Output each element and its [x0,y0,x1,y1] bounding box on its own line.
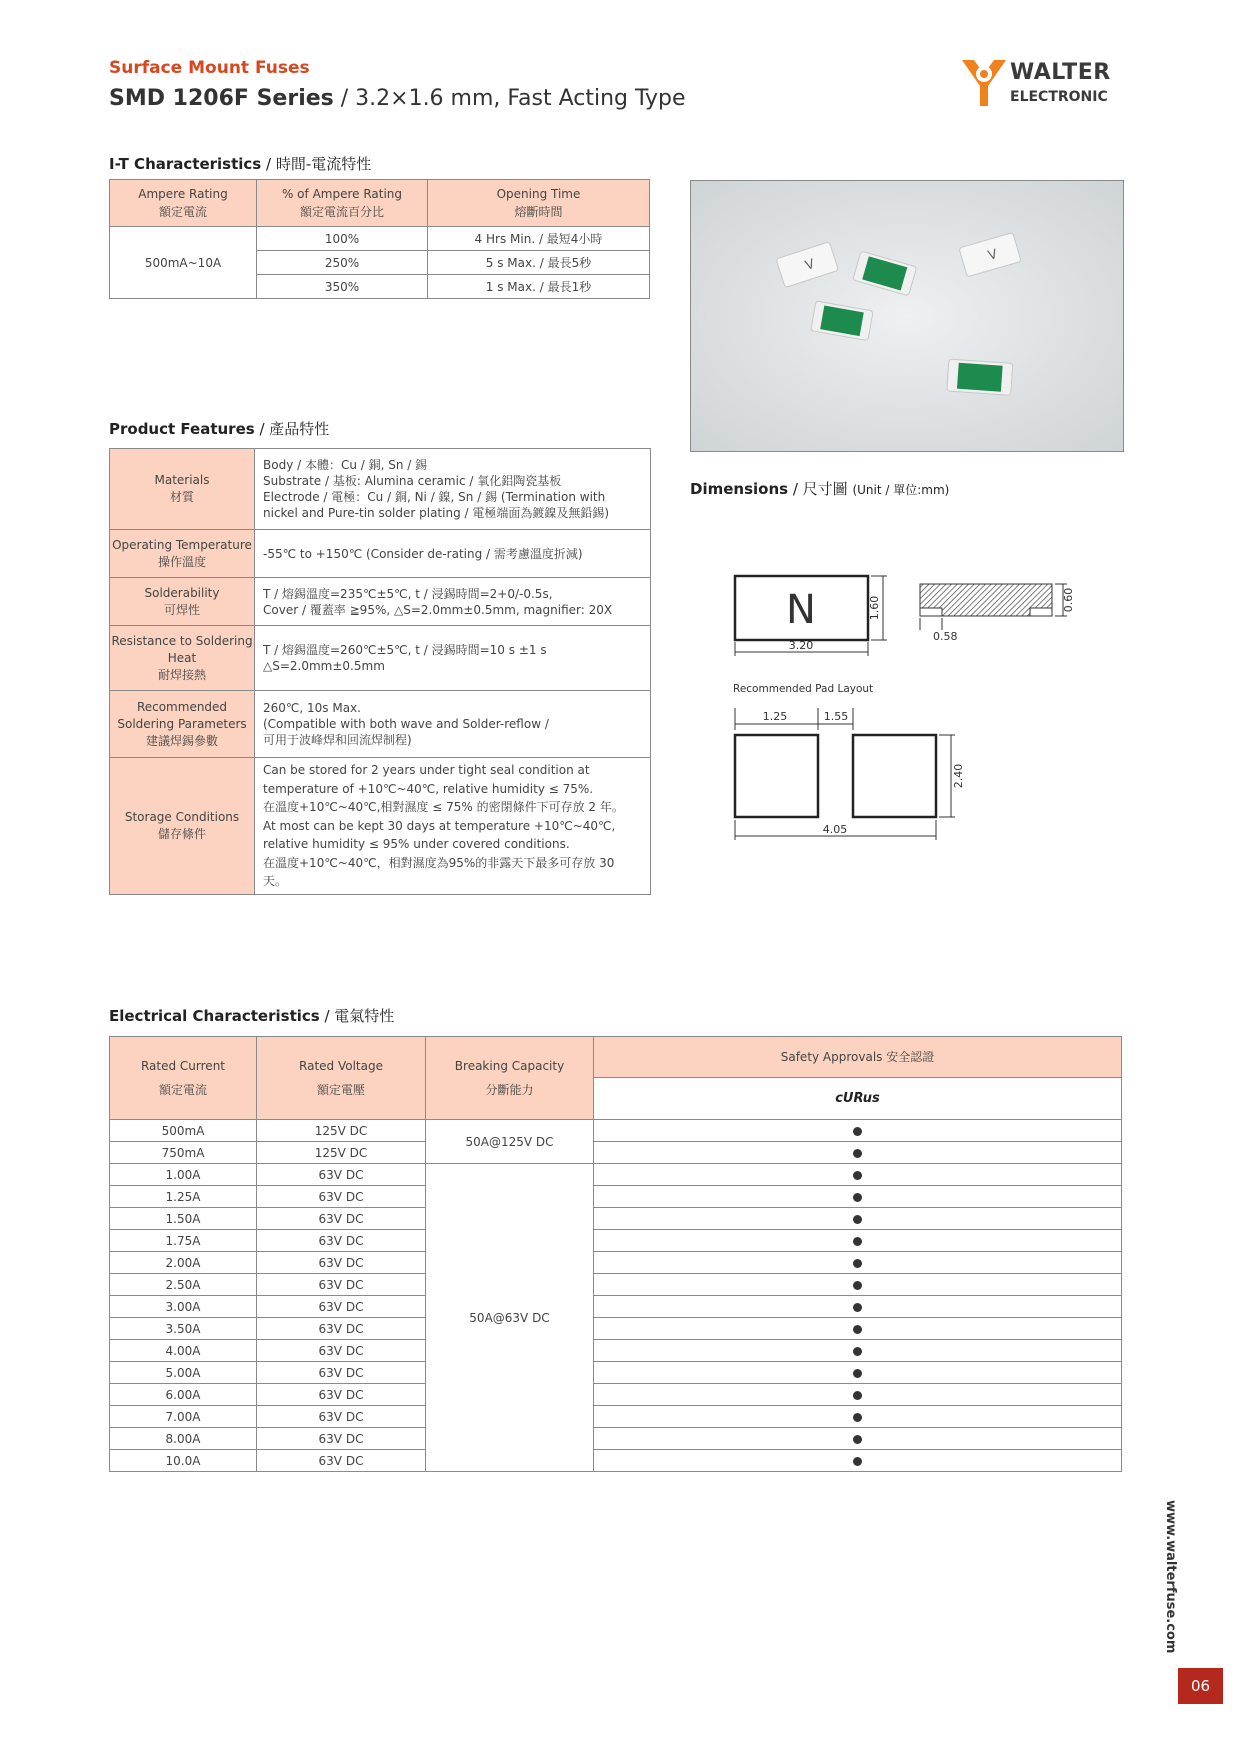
current-cell: 4.00A [110,1340,257,1362]
feature-label: Solderability 可焊性 [110,578,255,626]
table-row [110,1318,1122,1340]
approved-dot-icon [853,1347,862,1356]
it-section-title: I-T Characteristics / 時間-電流特性 [109,155,372,173]
it-header-percent: % of Ampere Rating 額定電流百分比 [257,180,428,227]
walter-logo [960,56,1130,114]
svg-text:V: V [803,256,817,274]
table-row [110,1450,1122,1472]
voltage-cell: 63V DC [257,1186,426,1208]
table-row [110,530,651,578]
header-rated-voltage: Rated Voltage 額定電壓 [257,1037,426,1120]
approved-dot-icon [853,1171,862,1180]
feature-label: Recommended Soldering Parameters 建議焊錫參數 [110,691,255,758]
voltage-cell: 63V DC [257,1318,426,1340]
approval-cell [594,1230,1122,1252]
table-row [110,1384,1122,1406]
current-cell: 7.00A [110,1406,257,1428]
approved-dot-icon [853,1457,862,1466]
table-row [110,1208,1122,1230]
voltage-cell: 63V DC [257,1362,426,1384]
approval-cell [594,1428,1122,1450]
approved-dot-icon [853,1369,862,1378]
feature-value: Body / 本體：Cu / 銅, Sn / 錫 Substrate / 基板: Alumina ceramic / 氧化鋁陶瓷基板 Electrode / 電極：Cu / 銅, Ni / 鎳, Sn / 錫 (Termination with nickel and Pure-tin solder plating / 電極端面為鍍鎳及無鉛錫) [255,449,651,530]
table-row [110,1164,1122,1186]
table-row [110,227,650,251]
table-row [110,691,651,758]
voltage-cell: 125V DC [257,1142,426,1164]
table-row [110,1274,1122,1296]
series-desc: / 3.2×1.6 mm, Fast Acting Type [333,86,686,111]
it-header-row [110,180,650,227]
approval-cell [594,1186,1122,1208]
dim-marking-label: N [786,587,816,633]
feature-label: Materials 材質 [110,449,255,530]
table-header-row [110,1037,1122,1078]
logo-text-walter: WALTER [1010,60,1111,85]
current-cell: 1.75A [110,1230,257,1252]
approval-cell [594,1208,1122,1230]
dim-term-label: 0.58 [933,630,958,643]
table-row [110,1340,1122,1362]
approval-cell [594,1164,1122,1186]
approved-dot-icon [853,1413,862,1422]
table-row [110,1186,1122,1208]
table-row [110,1142,1122,1164]
voltage-cell: 63V DC [257,1406,426,1428]
approved-dot-icon [853,1193,862,1202]
svg-text:V: V [986,247,1000,264]
approval-cell [594,1120,1122,1142]
approval-cell [594,1142,1122,1164]
features-table [109,448,651,895]
voltage-cell: 125V DC [257,1120,426,1142]
pad-a-label: 1.25 [762,710,788,723]
approved-dot-icon [853,1303,862,1312]
series-name: SMD 1206F Series [109,86,334,111]
feature-label: Storage Conditions 儲存條件 [110,758,255,895]
pad-total-label: 4.05 [822,823,848,836]
table-row [110,1120,1122,1142]
approval-cell [594,1384,1122,1406]
it-header-time: Opening Time 熔斷時間 [428,180,650,227]
voltage-cell: 63V DC [257,1340,426,1362]
feature-value: T / 熔錫溫度=235℃±5℃, t / 浸錫時間=2+0/-0.5s, Cover / 覆蓋率 ≧95%, △S=2.0mm±0.5mm, magnifier: 20X [255,578,651,626]
current-cell: 10.0A [110,1450,257,1472]
ul-recognized-icon: cURus [835,1091,880,1106]
fuse-photo-image [691,181,1123,451]
dimension-drawing [715,560,1085,850]
approved-dot-icon [853,1281,862,1290]
it-time-cell: 1 s Max. / 最長1秒 [428,275,650,299]
it-pct-cell: 250% [257,251,428,275]
header-breaking-capacity: Breaking Capacity 分斷能力 [426,1037,594,1120]
approved-dot-icon [853,1435,862,1444]
page-number: 06 [1178,1668,1223,1704]
current-cell: 3.00A [110,1296,257,1318]
approval-cell [594,1318,1122,1340]
approval-cell [594,1296,1122,1318]
table-row [110,449,651,530]
approval-cell [594,1406,1122,1428]
feature-label: Resistance to Soldering Heat 耐焊接熱 [110,626,255,691]
current-cell: 3.50A [110,1318,257,1340]
current-cell: 1.50A [110,1208,257,1230]
current-cell: 1.00A [110,1164,257,1186]
current-cell: 500mA [110,1120,257,1142]
feature-value: 260℃, 10s Max. (Compatible with both wave and Solder-reflow / 可用于波峰焊和回流焊制程) [255,691,651,758]
dim-width-label: 1.60 [868,595,881,621]
feature-value: -55℃ to +150℃ (Consider de-rating / 需考慮溫度折減) [255,530,651,578]
current-cell: 6.00A [110,1384,257,1406]
website-url: www.walterfuse.com [1163,1500,1178,1654]
breaking-cell: 50A@125V DC [426,1120,594,1164]
current-cell: 750mA [110,1142,257,1164]
feature-label: Operating Temperature 操作溫度 [110,530,255,578]
feature-value: Can be stored for 2 years under tight seal condition at temperature of +10℃~40℃, relative humidity ≤ 75%. 在溫度+10℃~40℃,相對濕度 ≤ 75% 的密閉條件下可存放 2 年。 At most can be kept 30 days at temperature +10℃~40℃, relative humidity ≤ 95% under covered conditions. 在溫度+10℃~40℃，相對濕度為95%的非露天下最多可存放 30 天。 [255,758,651,895]
dim-length-label: 3.20 [788,639,814,652]
voltage-cell: 63V DC [257,1428,426,1450]
table-row [110,1296,1122,1318]
current-cell: 2.50A [110,1274,257,1296]
approval-cell [594,1340,1122,1362]
walter-logo-icon [960,56,1008,110]
ul-mark-cell [594,1078,1122,1120]
approved-dot-icon [853,1325,862,1334]
pad-layout-caption: Recommended Pad Layout [733,683,874,695]
approval-cell [594,1274,1122,1296]
product-photo [690,180,1124,452]
voltage-cell: 63V DC [257,1252,426,1274]
header-rated-current: Rated Current 額定電流 [110,1037,257,1120]
voltage-cell: 63V DC [257,1274,426,1296]
approval-cell [594,1362,1122,1384]
voltage-cell: 63V DC [257,1208,426,1230]
it-pct-cell: 350% [257,275,428,299]
voltage-cell: 63V DC [257,1450,426,1472]
it-range-cell: 500mA~10A [110,227,257,299]
approved-dot-icon [853,1259,862,1268]
current-cell: 2.00A [110,1252,257,1274]
approved-dot-icon [853,1391,862,1400]
approval-cell [594,1450,1122,1472]
pad-height-label: 2.40 [952,763,965,789]
table-row [110,1406,1122,1428]
approved-dot-icon [853,1215,862,1224]
pad-gap-label: 1.55 [823,710,849,723]
approved-dot-icon [853,1237,862,1246]
it-header-ampere: Ampere Rating 額定電流 [110,180,257,227]
table-row [110,758,651,895]
it-table [109,179,650,299]
voltage-cell: 63V DC [257,1230,426,1252]
approved-dot-icon [853,1149,862,1158]
features-section-title: Product Features / 產品特性 [109,420,330,438]
table-row [110,1230,1122,1252]
current-cell: 8.00A [110,1428,257,1450]
approval-cell [594,1252,1122,1274]
table-row [110,1362,1122,1384]
dimensions-section-title: Dimensions / 尺寸圖 (Unit / 單位:mm) [690,480,950,498]
it-pct-cell: 100% [257,227,428,251]
approved-dot-icon [853,1127,862,1136]
voltage-cell: 63V DC [257,1164,426,1186]
voltage-cell: 63V DC [257,1296,426,1318]
series-title [109,86,686,111]
electrical-section-title: Electrical Characteristics / 電氣特性 [109,1007,395,1025]
table-row [110,1428,1122,1450]
category-title: Surface Mount Fuses [109,58,310,78]
table-row [110,578,651,626]
it-time-cell: 5 s Max. / 最長5秒 [428,251,650,275]
it-time-cell: 4 Hrs Min. / 最短4小時 [428,227,650,251]
header-safety-approvals: Safety Approvals 安全認證 [594,1037,1122,1078]
breaking-cell: 50A@63V DC [426,1164,594,1472]
feature-value: T / 熔錫溫度=260℃±5℃, t / 浸錫時間=10 s ±1 s △S=2.0mm±0.5mm [255,626,651,691]
current-cell: 5.00A [110,1362,257,1384]
electrical-table [109,1036,1122,1472]
voltage-cell: 63V DC [257,1384,426,1406]
dim-height-label: 0.60 [1062,587,1075,613]
logo-text-electronic: ELECTRONIC [1010,89,1108,105]
current-cell: 1.25A [110,1186,257,1208]
table-row [110,1252,1122,1274]
table-row [110,626,651,691]
